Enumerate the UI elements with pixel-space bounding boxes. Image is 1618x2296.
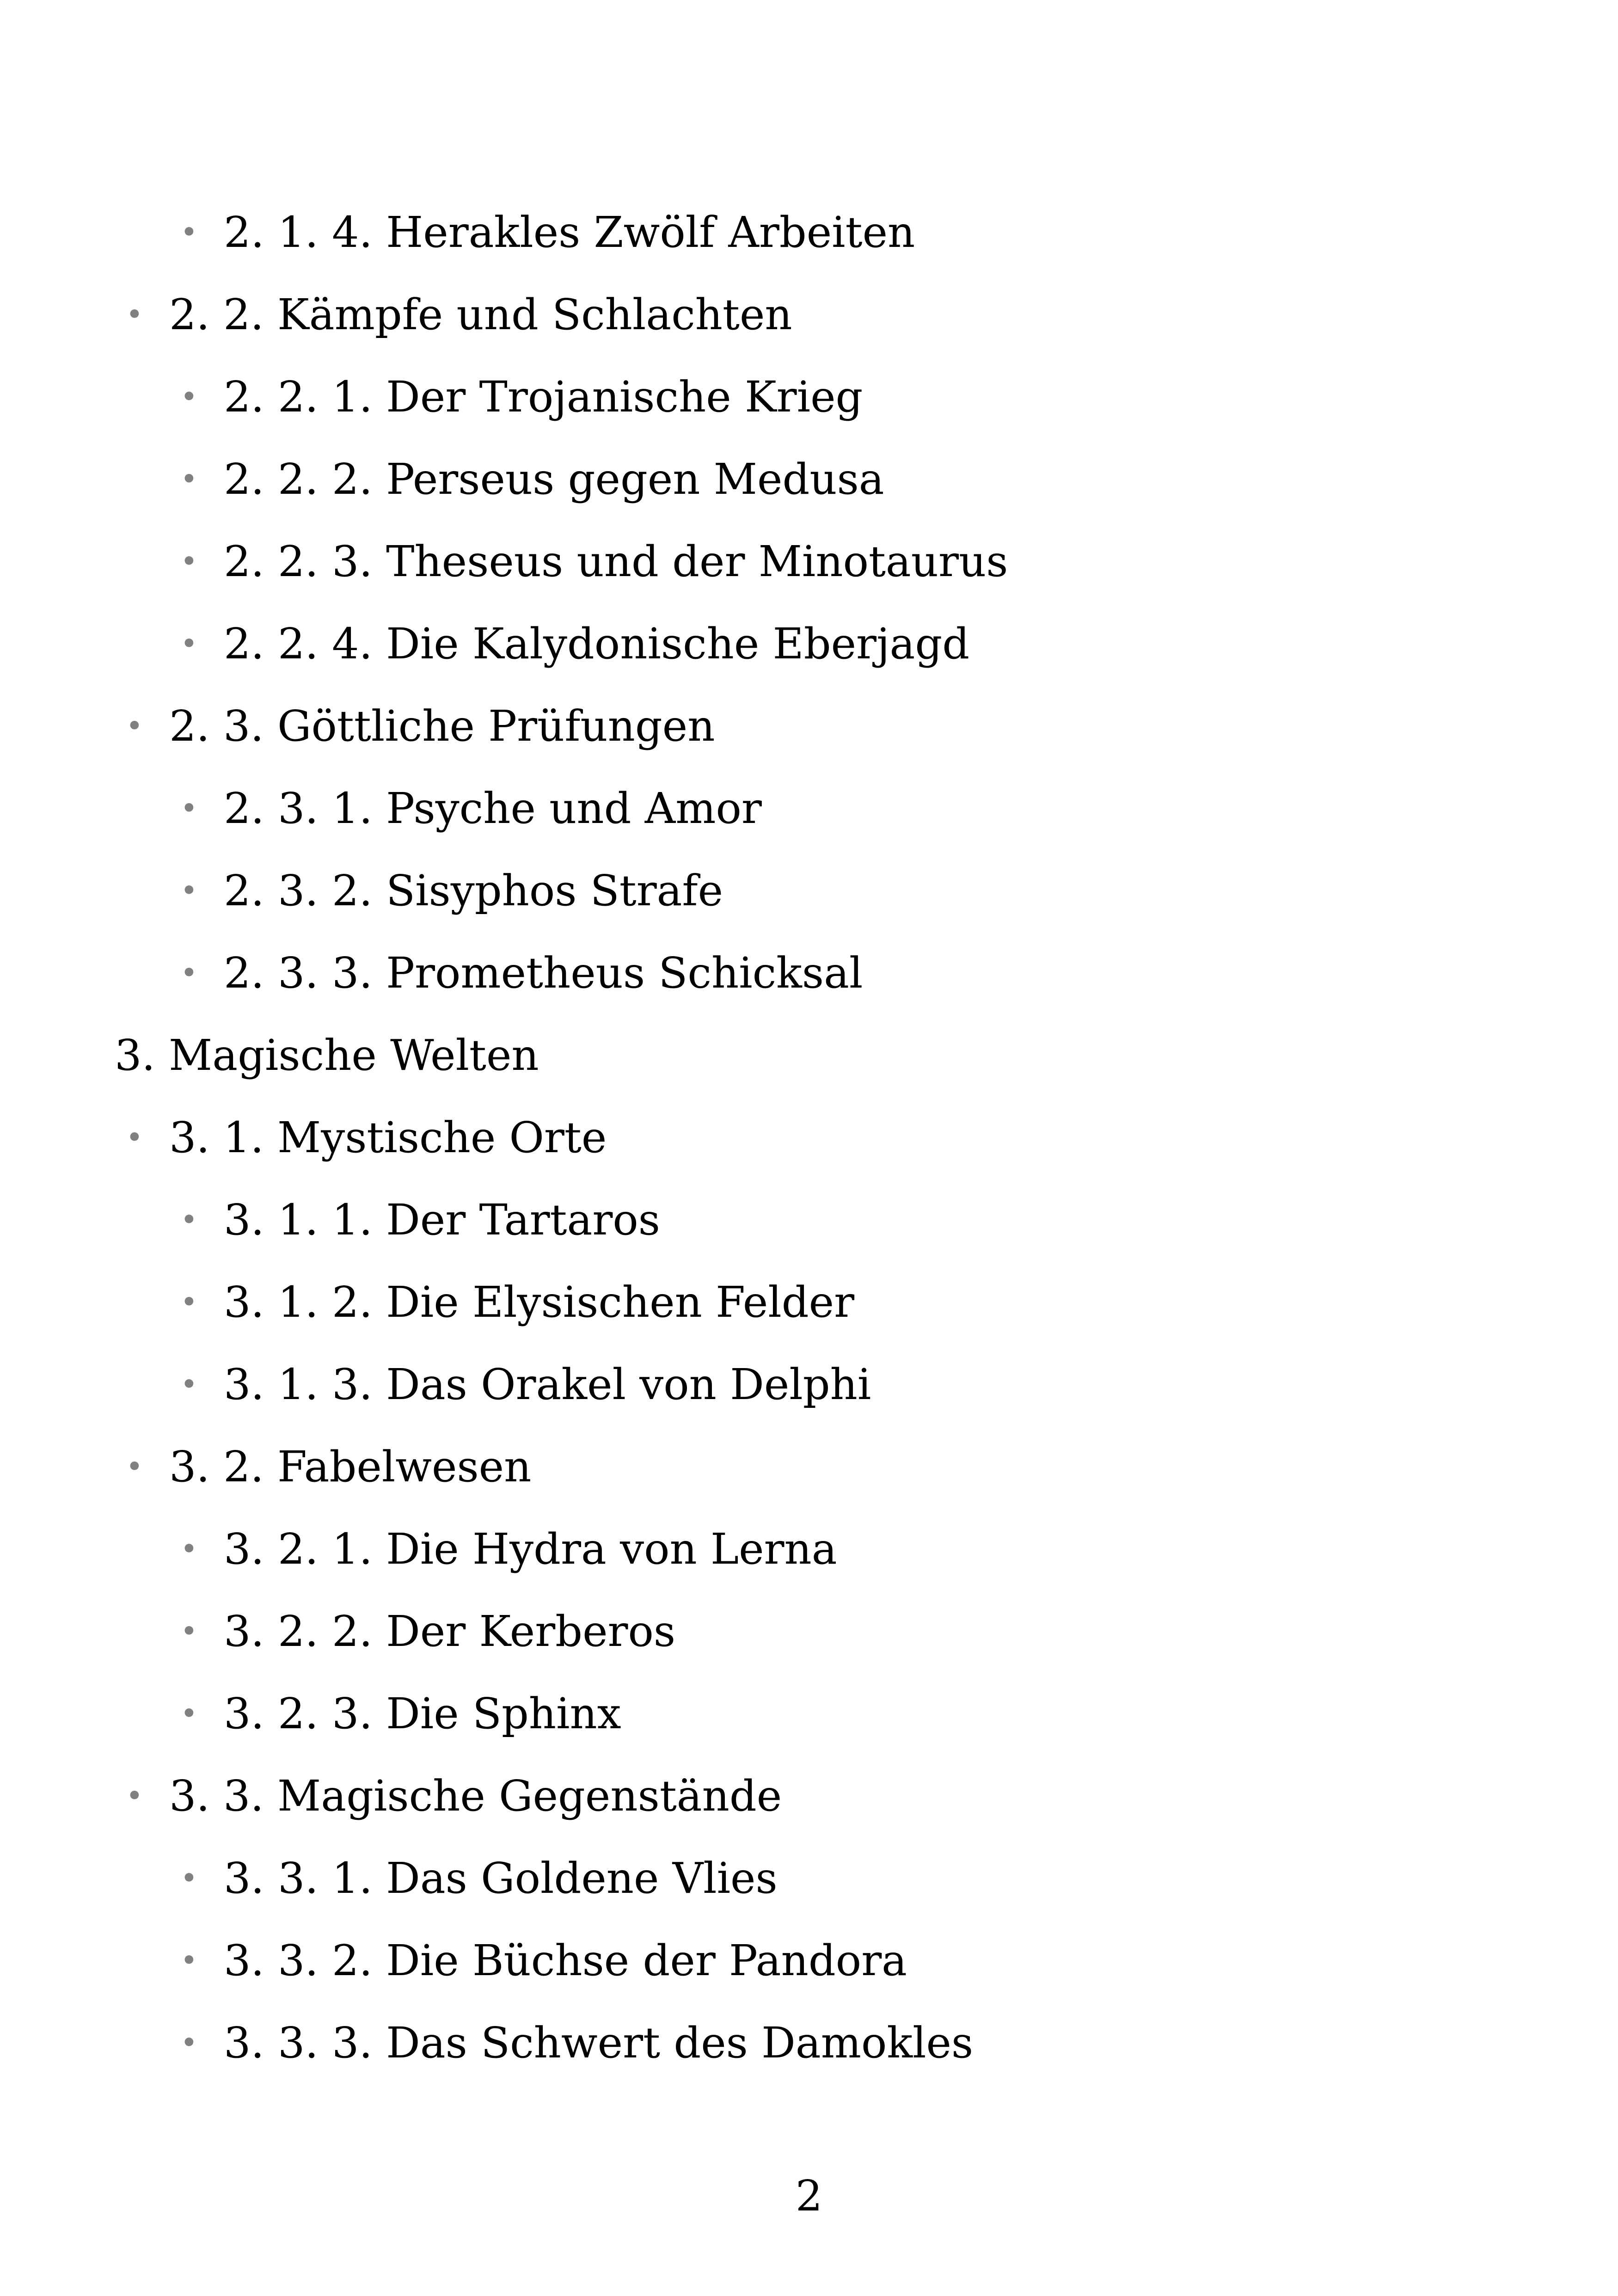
bullet-icon: • [180, 462, 198, 497]
toc-entry-level-3 [0, 1508, 1618, 1590]
toc-entry-text: 3. Magische Welten [115, 1031, 539, 1080]
bullet-icon: • [126, 1121, 143, 1155]
toc-entry-text: 2. 1. 4. Herakles Zwölf Arbeiten [224, 208, 915, 257]
toc-entry-text: 2. 3. 3. Prometheus Schicksal [224, 948, 863, 998]
toc-entry-text: 3. 3. Magische Gegenstände [169, 1771, 782, 1821]
bullet-icon: • [180, 1285, 198, 1320]
toc-entry-level-2 [0, 1097, 1618, 1179]
bullet-icon: • [180, 215, 198, 250]
bullet-icon: • [180, 1697, 198, 1731]
bullet-icon: • [180, 792, 198, 826]
bullet-icon: • [180, 1368, 198, 1402]
bullet-icon: • [180, 1615, 198, 1649]
bullet-icon: • [126, 1779, 143, 1813]
toc-entry-text: 3. 1. 2. Die Elysischen Felder [224, 1277, 855, 1327]
toc-entry-text: 2. 3. Göttliche Prüfungen [169, 701, 715, 751]
toc-entry-level-3 [0, 356, 1618, 438]
toc-entry-text: 2. 2. Kämpfe und Schlachten [169, 290, 792, 339]
toc-entry-level-3 [0, 1261, 1618, 1344]
bullet-icon: • [180, 1944, 198, 1978]
bullet-icon: • [180, 2026, 198, 2060]
toc-entry-level-3 [0, 1590, 1618, 1673]
toc-entry-text: 2. 2. 4. Die Kalydonische Eberjagd [224, 619, 970, 669]
toc-entry-text: 2. 2. 3. Theseus und der Minotaurus [224, 537, 1008, 586]
page-number: 2 [795, 2171, 823, 2221]
toc-entry-text: 3. 2. 3. Die Sphinx [224, 1689, 621, 1738]
bullet-icon: • [126, 1450, 143, 1484]
toc-entry-text: 3. 3. 1. Das Goldene Vlies [224, 1854, 778, 1903]
table-of-contents [0, 191, 1618, 2084]
toc-entry-text: 3. 2. Fabelwesen [169, 1442, 532, 1492]
toc-entry-level-3 [0, 438, 1618, 521]
toc-entry-level-3 [0, 2002, 1618, 2084]
bullet-icon: • [180, 1532, 198, 1566]
toc-entry-level-3 [0, 1179, 1618, 1261]
toc-entry-text: 3. 3. 3. Das Schwert des Damokles [224, 2018, 974, 2068]
bullet-icon: • [180, 545, 198, 579]
toc-entry-level-3 [0, 521, 1618, 603]
toc-entry-text: 3. 1. 1. Der Tartaros [224, 1195, 660, 1245]
toc-entry-level-3 [0, 767, 1618, 850]
toc-entry-level-2 [0, 1755, 1618, 1837]
toc-entry-text: 2. 3. 1. Psyche und Amor [224, 784, 762, 833]
bullet-icon: • [180, 380, 198, 414]
bullet-icon: • [126, 709, 143, 743]
toc-entry-text: 3. 2. 2. Der Kerberos [224, 1607, 676, 1656]
toc-entry-text: 2. 2. 2. Perseus gegen Medusa [224, 454, 884, 504]
toc-entry-level-3 [0, 603, 1618, 685]
toc-entry-text: 3. 3. 2. Die Büchse der Pandora [224, 1936, 907, 1985]
toc-entry-level-3 [0, 850, 1618, 932]
toc-entry-level-3 [0, 1673, 1618, 1755]
toc-entry-level-3 [0, 191, 1618, 274]
toc-entry-level-3 [0, 932, 1618, 1014]
toc-entry-level-3 [0, 1344, 1618, 1426]
toc-entry-level-3 [0, 1920, 1618, 2002]
toc-entry-level-2 [0, 1426, 1618, 1508]
bullet-icon: • [180, 956, 198, 990]
toc-entry-text: 3. 2. 1. Die Hydra von Lerna [224, 1524, 837, 1574]
bullet-icon: • [180, 1861, 198, 1896]
toc-entry-level-1 [0, 1014, 1618, 1097]
toc-entry-text: 3. 1. Mystische Orte [169, 1113, 607, 1162]
bullet-icon: • [180, 627, 198, 661]
toc-entry-level-2 [0, 685, 1618, 767]
toc-entry-text: 2. 2. 1. Der Trojanische Krieg [224, 372, 863, 422]
bullet-icon: • [180, 874, 198, 908]
bullet-icon: • [180, 1203, 198, 1237]
toc-entry-text: 3. 1. 3. Das Orakel von Delphi [224, 1360, 871, 1409]
toc-entry-level-2 [0, 274, 1618, 356]
bullet-icon: • [126, 298, 143, 332]
toc-entry-text: 2. 3. 2. Sisyphos Strafe [224, 866, 723, 915]
toc-entry-level-3 [0, 1837, 1618, 1920]
